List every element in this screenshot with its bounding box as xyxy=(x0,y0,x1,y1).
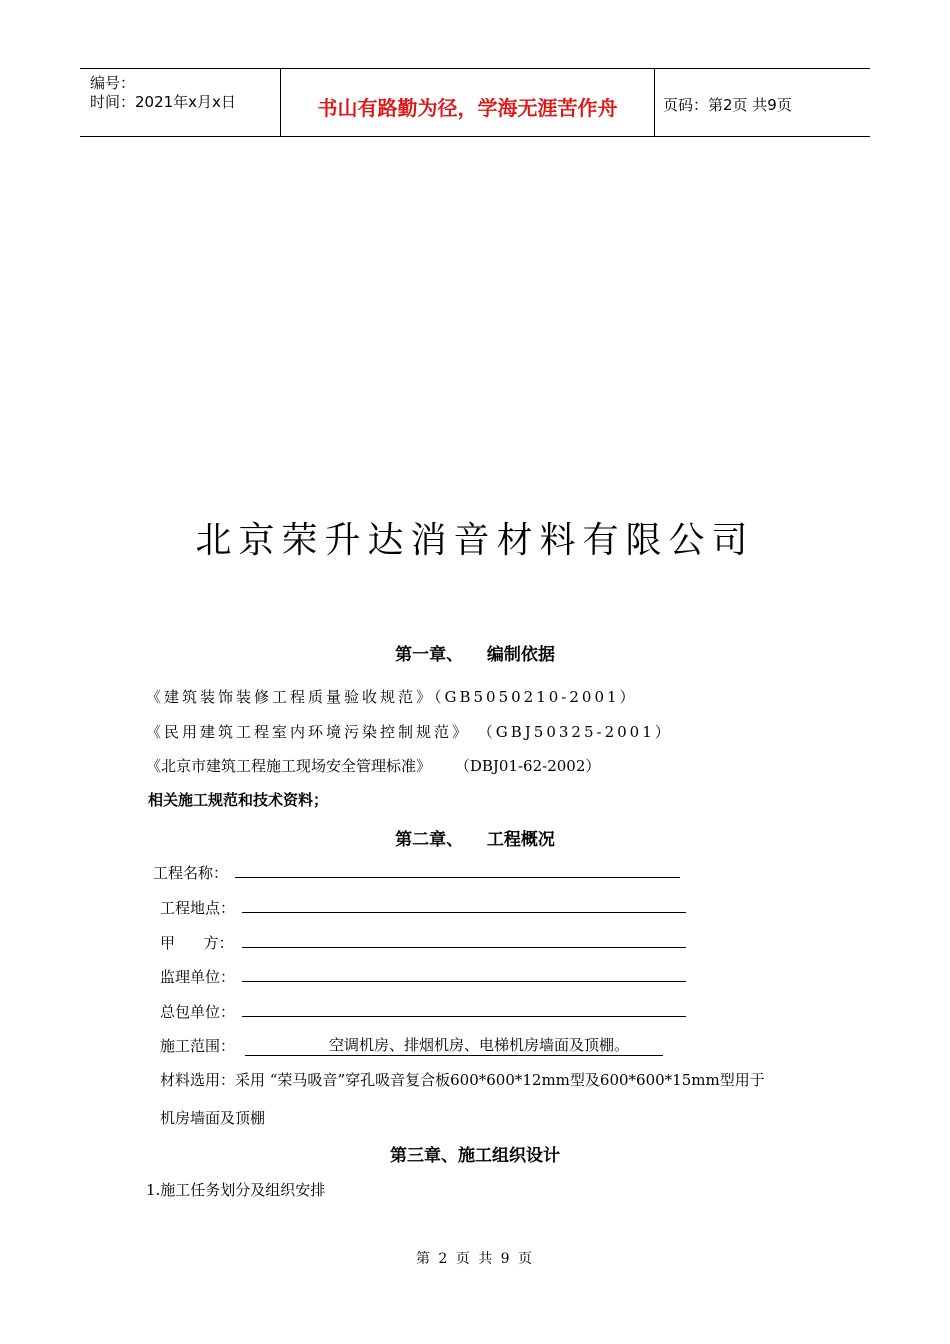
project-name-blank xyxy=(235,877,680,878)
project-location-blank xyxy=(242,912,686,913)
project-location-label: 工程地点： xyxy=(160,899,236,917)
reference-item: 《北京市建筑工程施工现场安全管理标准》 （DBJ01-62-2002） xyxy=(146,757,601,775)
party-a-blank xyxy=(242,947,686,948)
material-selection-line1: 材料选用：采用 “荣马吸音”穿孔吸音复合板600*600*12mm型及600*600*15mm型用于 xyxy=(160,1071,765,1089)
construction-scope-value: 空调机房、排烟机房、电梯机房墙面及顶棚。 xyxy=(245,1034,663,1056)
general-contractor-label: 总包单位： xyxy=(160,1003,236,1021)
chapter1-title: 第一章、 编制依据 xyxy=(395,645,555,665)
company-name-title: 北京荣升达消音材料有限公司 xyxy=(195,520,755,561)
project-name-label: 工程名称： xyxy=(153,864,229,882)
general-contractor-blank xyxy=(242,1016,686,1017)
header-motto: 书山有路勤为径，学海无涯苦作舟 xyxy=(317,96,618,120)
header-page-info: 页码：第2页 共9页 xyxy=(663,96,792,114)
chapter3-item1: 1.施工任务划分及组织安排 xyxy=(146,1181,326,1199)
construction-scope-label: 施工范围： xyxy=(160,1037,236,1055)
supervision-unit-label: 监理单位： xyxy=(160,968,236,986)
chapter2-title: 第二章、 工程概况 xyxy=(395,830,555,850)
related-materials-note: 相关施工规范和技术资料； xyxy=(148,791,329,809)
document-time-label: 时间：2021年x月x日 xyxy=(90,93,236,111)
document-header xyxy=(80,68,870,137)
party-a-label: 甲 方： xyxy=(160,934,234,952)
header-middle-cell xyxy=(281,69,655,136)
document-number-label: 编号： xyxy=(90,74,136,92)
reference-item: 《建筑装饰装修工程质量验收规范》（GB5050210-2001） xyxy=(146,688,638,706)
supervision-unit-blank xyxy=(242,981,686,982)
header-left-cell xyxy=(80,69,281,136)
header-right-cell xyxy=(655,69,870,136)
page-footer: 第 2 页 共 9 页 xyxy=(415,1251,535,1267)
reference-item: 《民用建筑工程室内环境污染控制规范》 （GBJ50325-2001） xyxy=(146,723,673,741)
material-selection-line2: 机房墙面及顶棚 xyxy=(160,1109,266,1127)
chapter3-title: 第三章、施工组织设计 xyxy=(390,1146,560,1166)
